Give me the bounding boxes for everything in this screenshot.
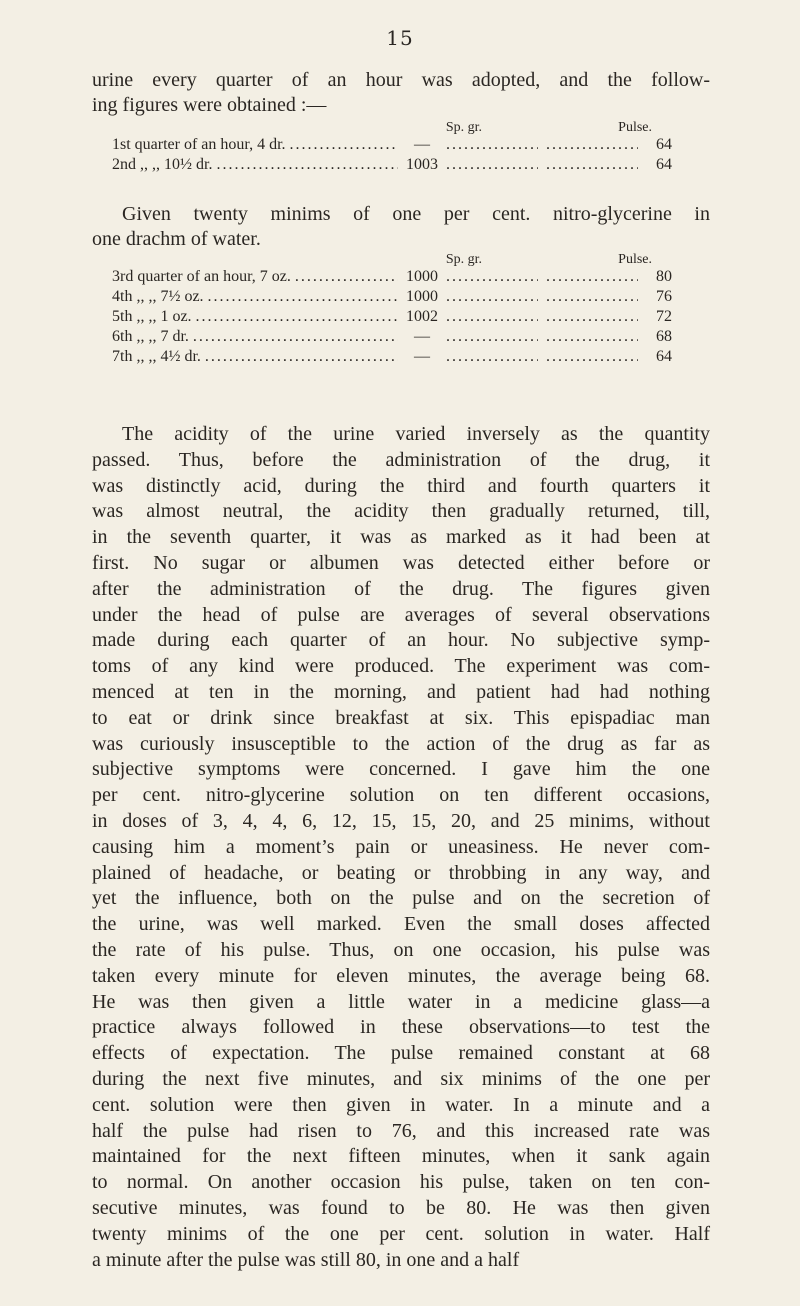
text-line: He was then given a little water in a medicine glass—a [92,990,710,1013]
row-sp-gr: — [414,136,430,153]
row-pulse: 64 [656,156,672,173]
table-row [112,328,672,348]
text-line: to eat or drink since breakfast at six. This epispadiac man [92,706,710,729]
text-line: causing him a moment’s pain or uneasiness. He never com- [92,835,710,858]
header-pulse: Pulse. [618,120,652,135]
row-label: 6th ,, ,, 7 dr. [112,328,189,345]
row-sp-gr: 1002 [406,308,438,325]
text-line: was curiously insusceptible to the action of the drug as far as [92,732,710,755]
urine-table-2 [112,252,672,368]
text-line: practice always followed in these observations—to test the [92,1016,710,1039]
table-row [112,156,672,176]
text-line: effects of expectation. The pulse remained constant at 68 [92,1042,710,1065]
row-label: 7th ,, ,, 4½ dr. [112,348,201,365]
row-pulse: 68 [656,328,672,345]
text-line: was distinctly acid, during the third and fourth quarters it [92,474,710,497]
table-row [112,308,672,328]
row-sp-gr: — [414,348,430,365]
header-sp-gr: Sp. gr. [445,252,482,267]
text-line: menced at ten in the morning, and patient had had nothing [92,680,710,703]
text-line: in doses of 3, 4, 4, 6, 12, 15, 15, 20, and 25 minims, without [92,809,710,832]
text-line: half the pulse had risen to 76, and this increased rate was [92,1119,710,1142]
text-line: yet the influence, both on the pulse and on the secretion of [92,887,710,910]
row-pulse: 64 [656,348,672,365]
text-line: taken every minute for eleven minutes, the average being 68. [92,964,710,987]
table-row [112,268,672,288]
table-row [112,136,672,156]
text-line: Given twenty minims of one per cent. nitro-glycerine in [122,203,710,225]
text-line: one drachm of water. [92,228,261,250]
table-row [112,348,672,368]
table-row [112,288,672,308]
text-line: cent. solution were then given in water. In a minute and a [92,1093,710,1116]
row-sp-gr: — [414,328,430,345]
text-line: maintained for the next fifteen minutes, when it sank again [92,1145,710,1168]
row-pulse: 64 [656,136,672,153]
text-line: after the administration of the drug. The figures given [92,577,710,600]
row-pulse: 72 [656,308,672,325]
body-paragraph [92,422,710,1273]
row-label: 4th ,, ,, 7½ oz. [112,288,204,305]
text-line: subjective symptoms were concerned. I gave him the one [92,758,710,781]
text-line: a minute after the pulse was still 80, in one and a half [92,1248,520,1271]
text-line: in the seventh quarter, it was as marked as it had been at [92,526,710,549]
header-pulse: Pulse. [618,252,652,267]
row-sp-gr: 1000 [406,268,438,285]
text-line: twenty minims of the one per cent. solution in water. Half [92,1222,710,1245]
text-line: the urine, was well marked. Even the small doses affected [92,913,710,936]
urine-table-1 [112,120,672,176]
text-line: under the head of pulse are averages of several observations [92,603,710,626]
text-line: during the next five minutes, and six minims of the one per [92,1067,710,1090]
table-header [112,252,672,268]
row-pulse: 76 [656,288,672,305]
row-label: 2nd ,, ,, 10½ dr. [112,156,213,173]
text-line: plained of headache, or beating or throbbing in any way, and [92,861,710,884]
row-label: 5th ,, ,, 1 oz. [112,308,192,325]
header-sp-gr: Sp. gr. [445,120,482,135]
text-line: secutive minutes, was found to be 80. He was then given [92,1196,710,1219]
row-pulse: 80 [656,268,672,285]
page-number: 15 [386,26,414,50]
text-line: urine every quarter of an hour was adopted, and the follow- [92,69,710,91]
text-line: the rate of his pulse. Thus, on one occasion, his pulse was [92,938,710,961]
text-line: made during each quarter of an hour. No subjective symp- [92,629,710,652]
dose-paragraph [92,202,710,252]
text-line: toms of any kind were produced. The experiment was com- [92,655,710,678]
text-line: was almost neutral, the acidity then gradually returned, till, [92,500,710,523]
row-sp-gr: 1000 [406,288,438,305]
intro-paragraph [92,68,710,118]
text-line: The acidity of the urine varied inversely as the quantity [122,423,710,445]
table-header [112,120,672,136]
text-line: per cent. nitro-glycerine solution on ten different occasions, [92,784,710,807]
row-label: 1st quarter of an hour, 4 dr. [112,136,286,153]
row-sp-gr: 1003 [406,156,438,173]
text-line: to normal. On another occasion his pulse, taken on ten con- [92,1171,710,1194]
row-label: 3rd quarter of an hour, 7 oz. [112,268,291,285]
text-line: first. No sugar or albumen was detected either before or [92,551,710,574]
text-line: passed. Thus, before the administration of the drug, it [92,448,710,471]
text-line: ing figures were obtained :— [92,94,327,116]
